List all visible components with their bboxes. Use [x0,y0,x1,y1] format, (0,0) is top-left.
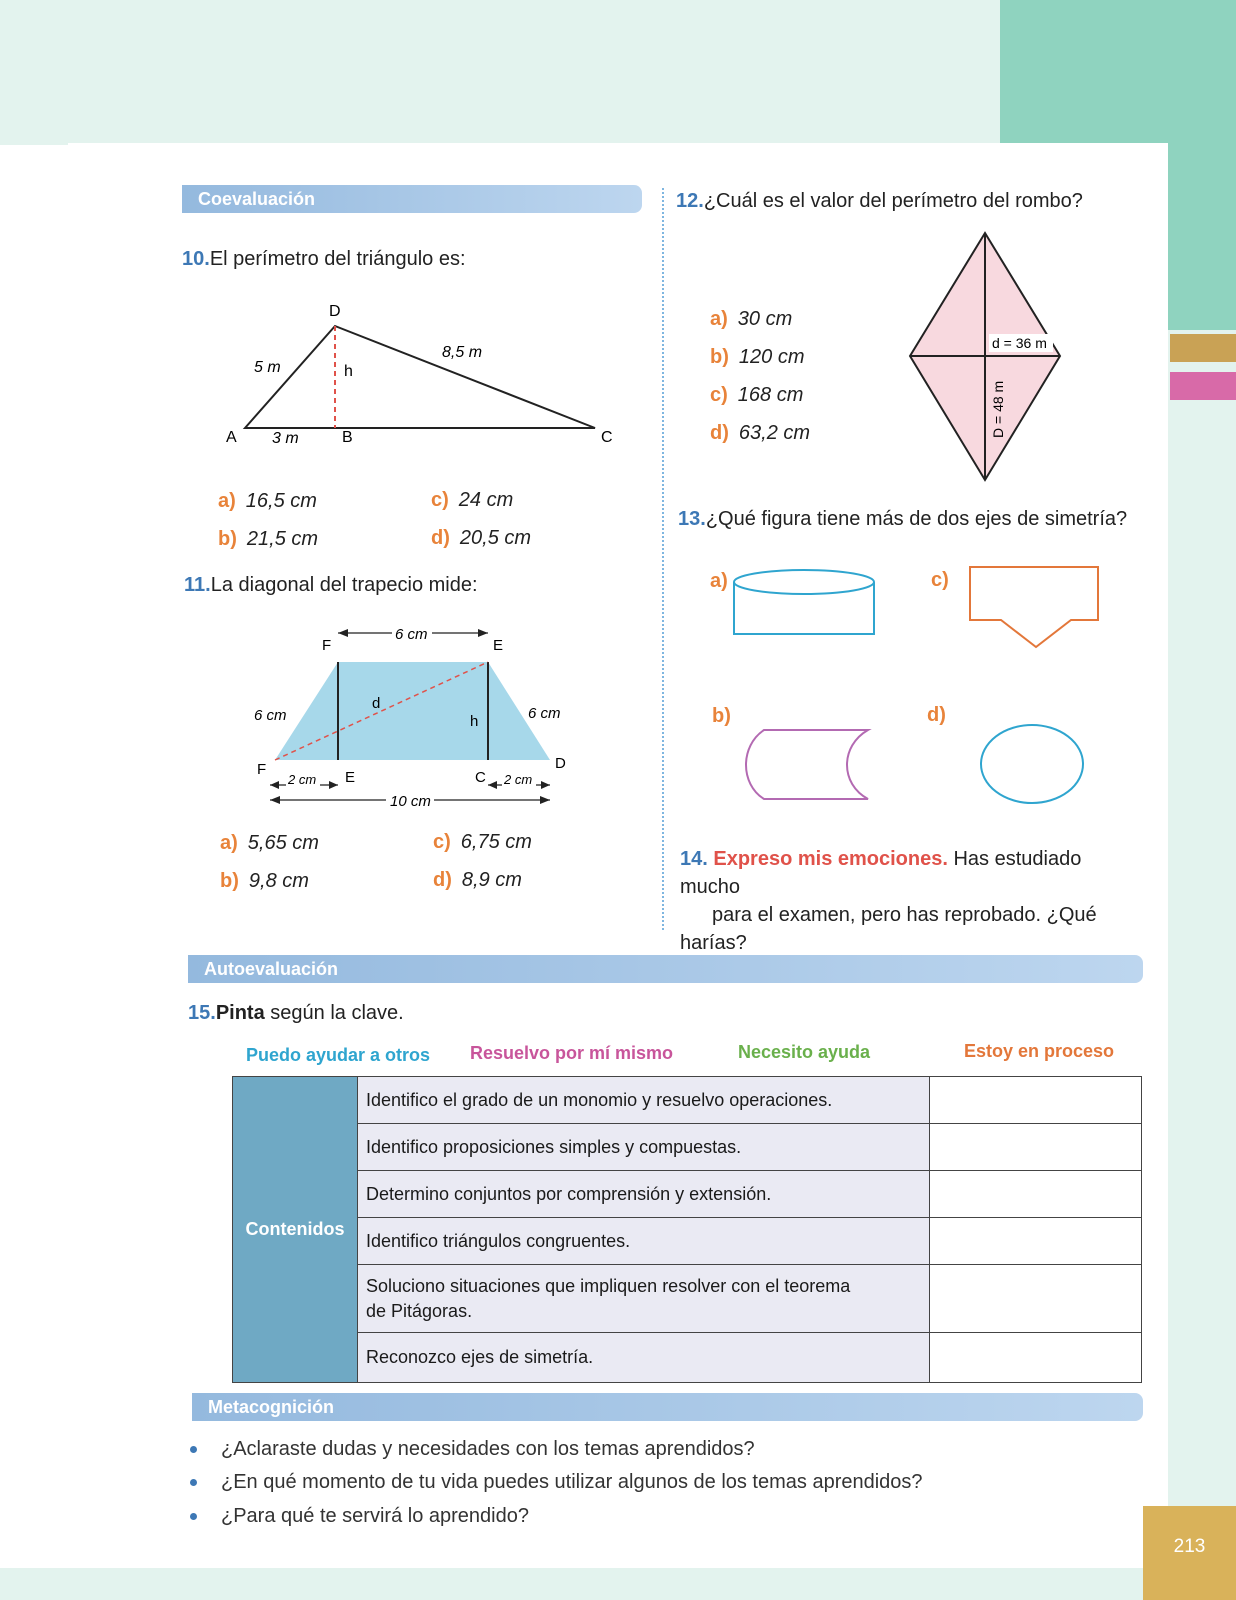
q11-option-d: d) 8,9 cm [433,869,522,891]
side-tab-pink [1170,372,1236,400]
color-cell-4[interactable] [930,1218,1142,1265]
q11-option-a: a) 5,65 cm [220,832,319,854]
side-tab-gold [1170,334,1236,362]
q12-option-d: d) 63,2 cm [710,422,811,444]
label-a: A [226,429,237,446]
arrow-head [541,781,550,789]
q11-option-c: c) 6,75 cm [433,831,532,853]
label-h: h [344,363,353,380]
q13-label-b: b) [712,705,731,727]
highlight-text: Expreso mis emociones. [713,848,948,870]
meta-item-2: ¿En qué momento de tu vida puedes utilizar algunos de los temas aprendidos? [190,1471,923,1494]
evaluation-table [232,1076,1142,1383]
label-e-top: E [493,637,504,654]
question-13 [678,508,1127,531]
q13-label-a: a) [710,570,728,592]
label-bottom: 10 cm [390,793,431,810]
legend-resuelvo: Resuelvo por mí mismo [470,1043,674,1063]
label-c: C [601,429,613,446]
bullet-icon [190,1479,197,1486]
label-top: 6 cm [395,626,428,643]
q12-option-b: b) 120 cm [710,346,805,368]
label-d: D [329,303,341,320]
meta-item-1: ¿Aclaraste dudas y necesidades con los temas aprendidos? [190,1438,755,1461]
arrow-head [540,796,550,804]
page-number: 213 [1173,1536,1206,1557]
q13-label-d: d) [927,704,946,726]
q13-label-c: c) [931,569,949,591]
question-text: La diagonal del trapecio mide: [210,574,478,596]
bullet-icon [190,1446,197,1453]
table-row-4: Identifico triángulos congruentes. [358,1218,930,1265]
legend-necesito-ayuda: Necesito ayuda [738,1042,871,1062]
section-coevaluacion: Coevaluación [182,185,642,213]
figure-a-cylinder [732,566,882,666]
label-side-ad: 5 m [254,359,281,376]
question-12 [676,190,1083,213]
arrow-head [329,781,338,789]
question-11 [184,574,478,597]
label-side-ab: 3 m [272,430,299,447]
figure-c-arrow-box [964,563,1104,653]
question-text: El perímetro del triángulo es: [209,248,466,270]
question-10 [182,248,466,271]
label-seg-left: 2 cm [288,772,317,787]
question-number: 12. [676,190,704,212]
label-d-vertex: D [555,755,566,772]
figure-b-shape [744,728,874,802]
label-e-bottom: E [345,769,356,786]
table-header-contenidos: Contenidos [233,1077,358,1383]
label-left-side: 6 cm [254,707,287,724]
arrow-head [488,781,497,789]
arrow-head [270,781,279,789]
triangle-figure [220,300,620,450]
label-small-diagonal: d = 36 m [992,335,1047,351]
triangle-shape [245,326,595,428]
label-side-dc: 8,5 m [442,344,483,361]
legend-puedo-ayudar: Puedo ayudar a otros [246,1045,431,1065]
q11-option-b: b) 9,8 cm [220,870,309,892]
table-row-5: Soluciono situaciones que impliquen resolver con el teorema de Pitágoras. [358,1265,930,1333]
color-cell-1[interactable] [930,1077,1142,1124]
q12-option-c: c) 168 cm [710,384,804,406]
section-autoevaluacion: Autoevaluación [188,955,1143,983]
question-number: 13. [678,508,706,530]
color-cell-2[interactable] [930,1124,1142,1171]
section-metacognicion: Metacognición [192,1393,1143,1421]
color-cell-5[interactable] [930,1265,1142,1333]
rhombus-figure [905,228,1065,488]
label-right-side: 6 cm [528,705,561,722]
arrow-head [270,796,280,804]
table-row-2: Identifico proposiciones simples y compuestas. [358,1124,930,1171]
label-big-diagonal: D = 48 m [990,380,1006,438]
table-row-3: Determino conjuntos por comprensión y extensión. [358,1171,930,1218]
label-f-bottom: F [257,761,267,778]
q10-option-b: b) 21,5 cm [218,528,319,550]
label-b: B [342,429,353,446]
figure-d-ellipse [978,722,1088,808]
column-divider [662,188,664,930]
q10-option-d: d) 20,5 cm [431,527,532,549]
q10-option-a: a) 16,5 cm [218,490,317,512]
label-seg-right: 2 cm [504,772,533,787]
background-bottom [0,1568,1236,1600]
label-h: h [470,713,479,730]
label-c: C [475,769,486,786]
question-14: 14. Expreso mis emociones. Has estudiado mucho para el examen, pero has reprobado. ¿Qué harías? [680,848,1097,954]
label-d: d [372,695,381,712]
bullet-icon [190,1513,197,1520]
table-row-6: Reconozco ejes de simetría. [358,1333,930,1383]
question-15: 15.Pinta según la clave. [188,1002,404,1024]
table-row-1: Identifico el grado de un monomio y resuelvo operaciones. [358,1077,930,1124]
trapezoid-shape [275,662,550,760]
legend-en-proceso: Estoy en proceso [964,1041,1115,1061]
arrow-head [338,629,348,637]
question-text: ¿Qué figura tiene más de dos ejes de simetría? [705,508,1128,530]
question-text: ¿Cuál es el valor del perímetro del rombo? [703,190,1083,212]
question-number: 11. [184,574,211,596]
meta-item-3: ¿Para qué te servirá lo aprendido? [190,1505,529,1528]
trapezoid-figure [250,620,580,810]
q10-option-c: c) 24 cm [431,489,514,511]
color-cell-6[interactable] [930,1333,1142,1383]
arrow-head [478,629,488,637]
label-f-top: F [322,637,332,654]
q12-option-a: a) 30 cm [710,308,793,330]
color-cell-3[interactable] [930,1171,1142,1218]
question-number: 10. [182,248,210,270]
